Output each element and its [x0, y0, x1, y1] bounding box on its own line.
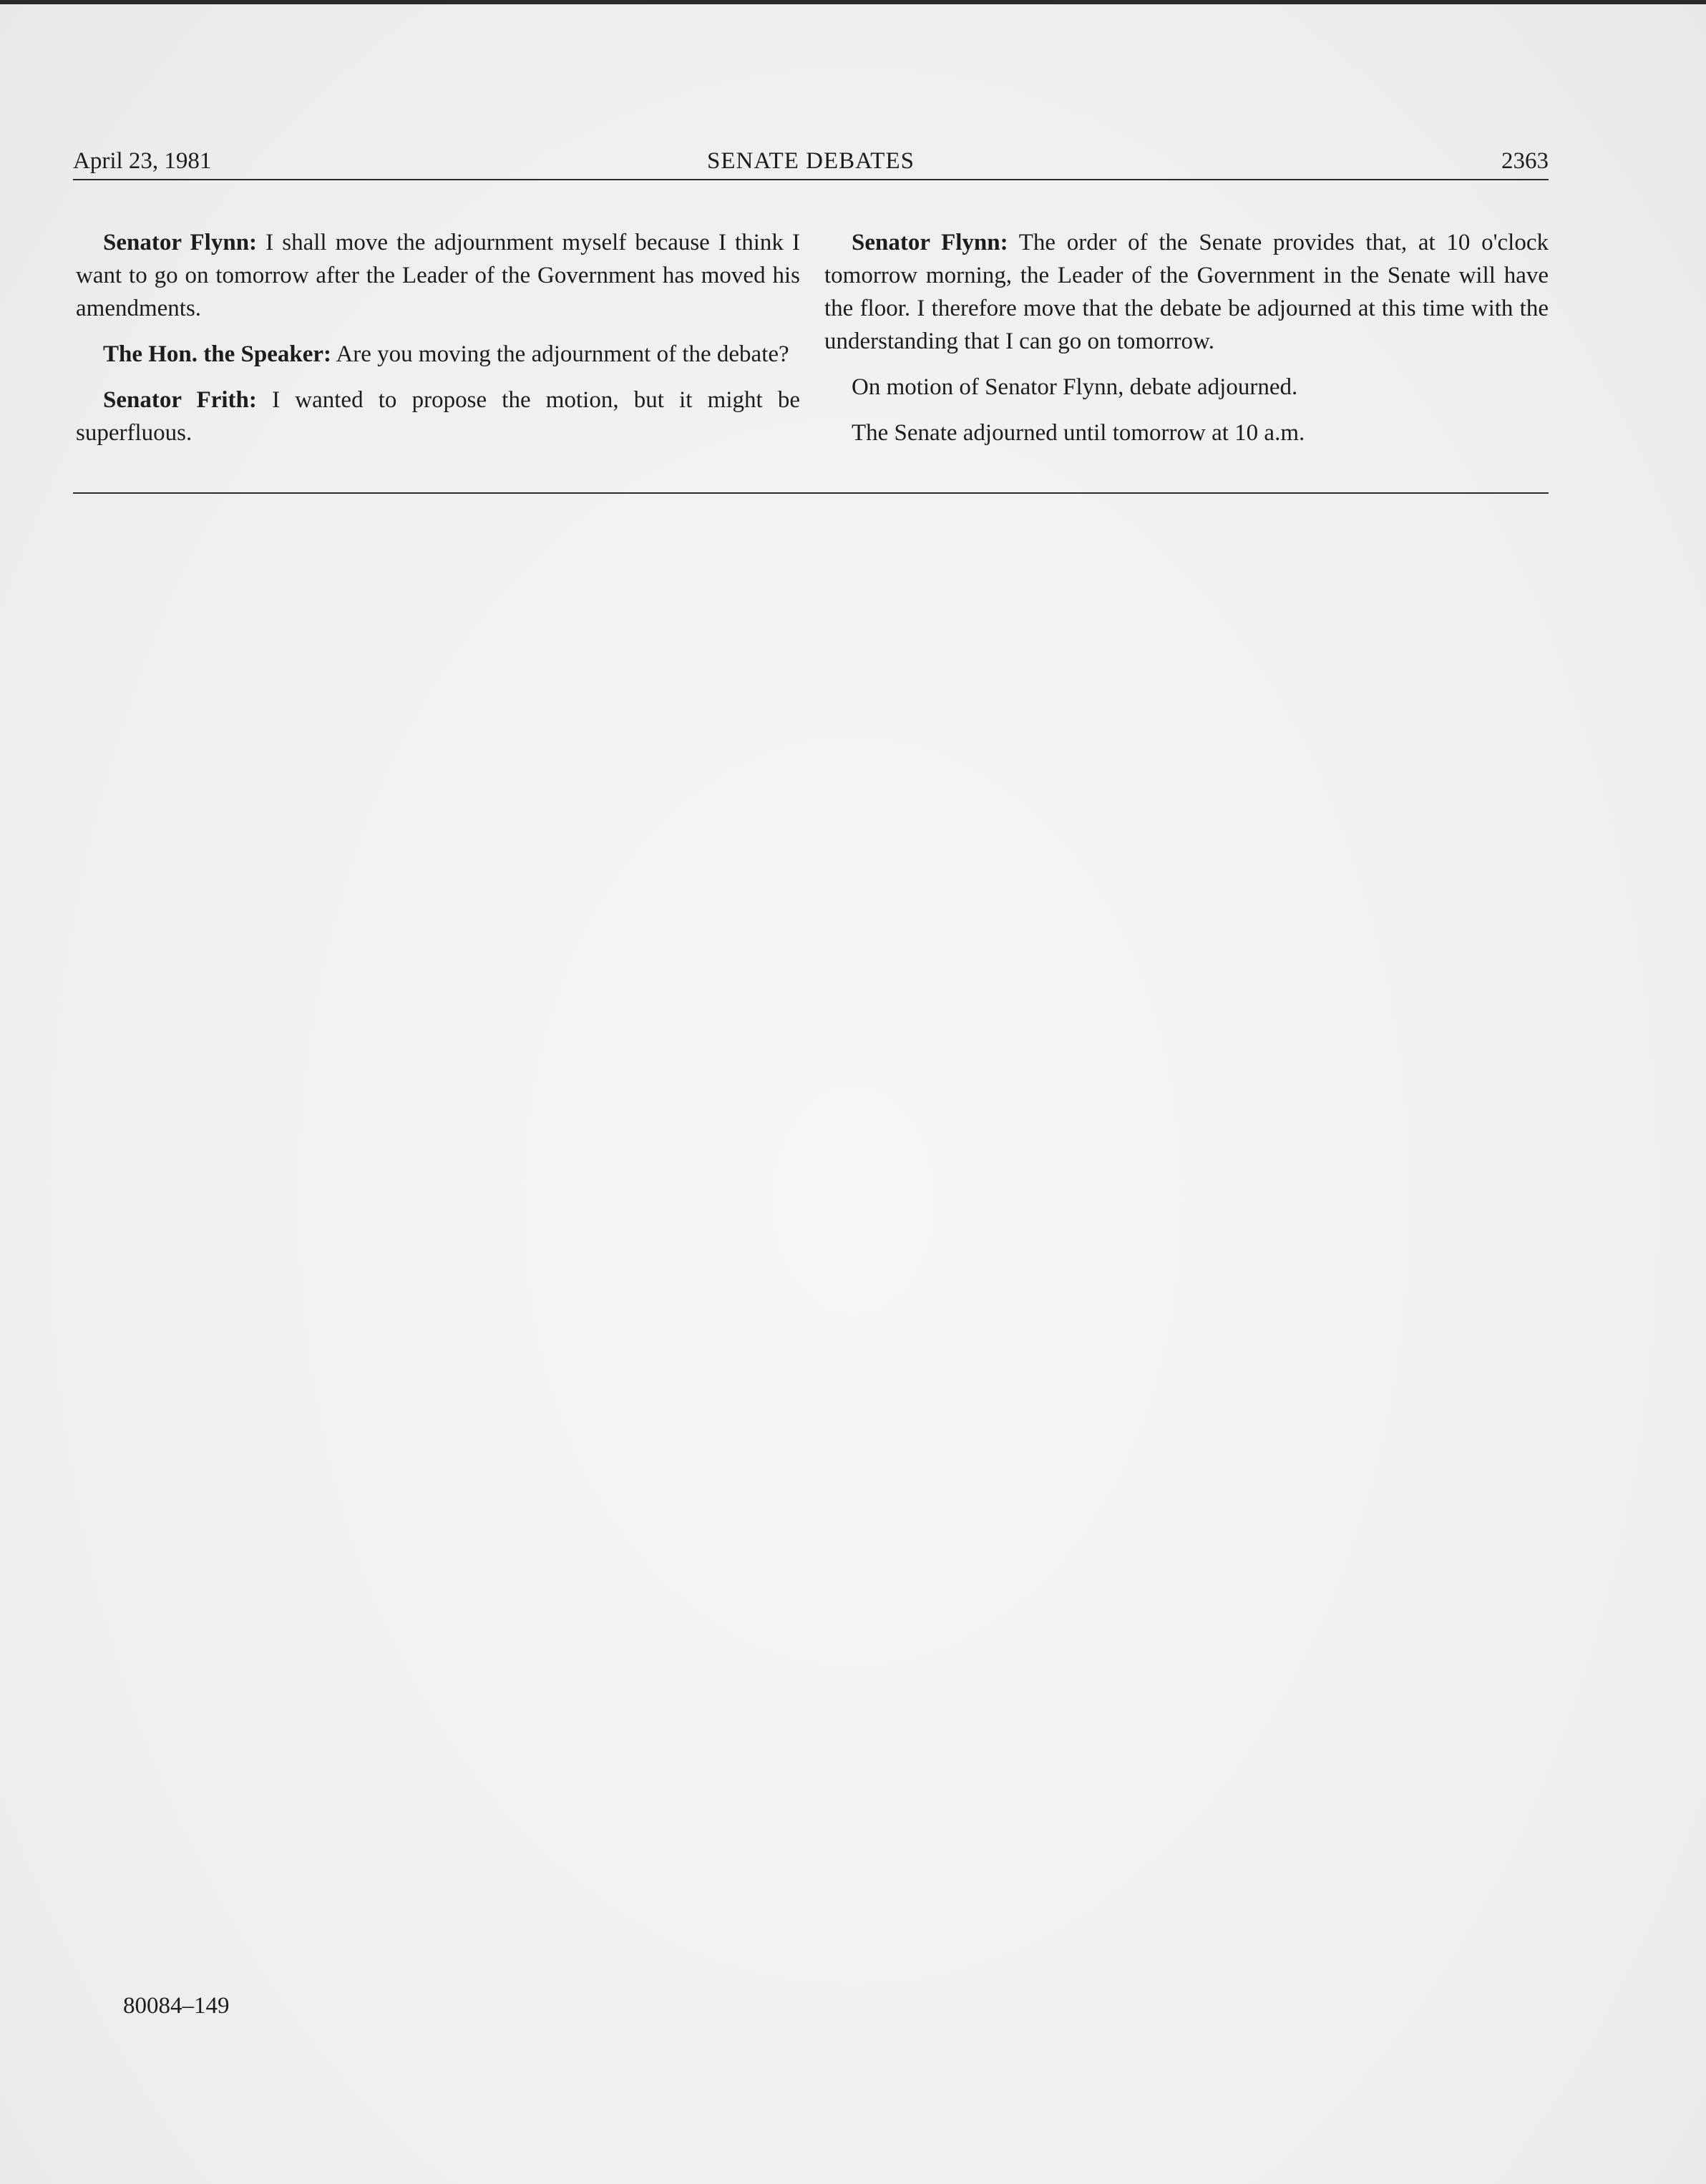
- footer-print-code: 80084–149: [123, 1993, 230, 2019]
- left-column: [76, 226, 800, 462]
- procedural-note: The Senate adjourned until tomorrow at 10 a.m.: [852, 420, 1305, 446]
- speech-paragraph: [76, 338, 800, 371]
- page-header: [73, 143, 1549, 179]
- header-page-number: 2363: [1501, 148, 1549, 174]
- speech-paragraph: [76, 384, 800, 449]
- procedural-note: On motion of Senator Flynn, debate adjourned.: [852, 374, 1298, 400]
- speech-paragraph: [76, 226, 800, 325]
- speech-text: I wanted to propose the motion, but it might be superfluous.: [76, 387, 800, 446]
- speech-text: Are you moving the adjournment of the debate?: [331, 341, 789, 367]
- scan-top-edge: [0, 0, 1706, 4]
- speech-text: The order of the Senate provides that, at 10 o'clock tomorrow morning, the Leader of the Government in the Senate will have the floor. I therefore move that the debate be adjourned at this time with the understanding that I can go on tomorrow.: [824, 230, 1549, 354]
- header-rule: [73, 179, 1549, 180]
- header-date: April 23, 1981: [73, 148, 212, 174]
- section-end-rule: [73, 492, 1549, 494]
- speech-paragraph: [824, 226, 1549, 358]
- speaker-name: The Hon. the Speaker:: [103, 341, 332, 367]
- speaker-name: Senator Frith:: [103, 387, 257, 413]
- right-column: [824, 226, 1549, 462]
- header-title: SENATE DEBATES: [707, 148, 915, 174]
- speaker-name: Senator Flynn:: [852, 230, 1008, 255]
- speaker-name: Senator Flynn:: [103, 230, 258, 255]
- speech-text: I shall move the adjournment myself because I think I want to go on tomorrow after the Leader of the Government has moved his amendments.: [76, 230, 800, 321]
